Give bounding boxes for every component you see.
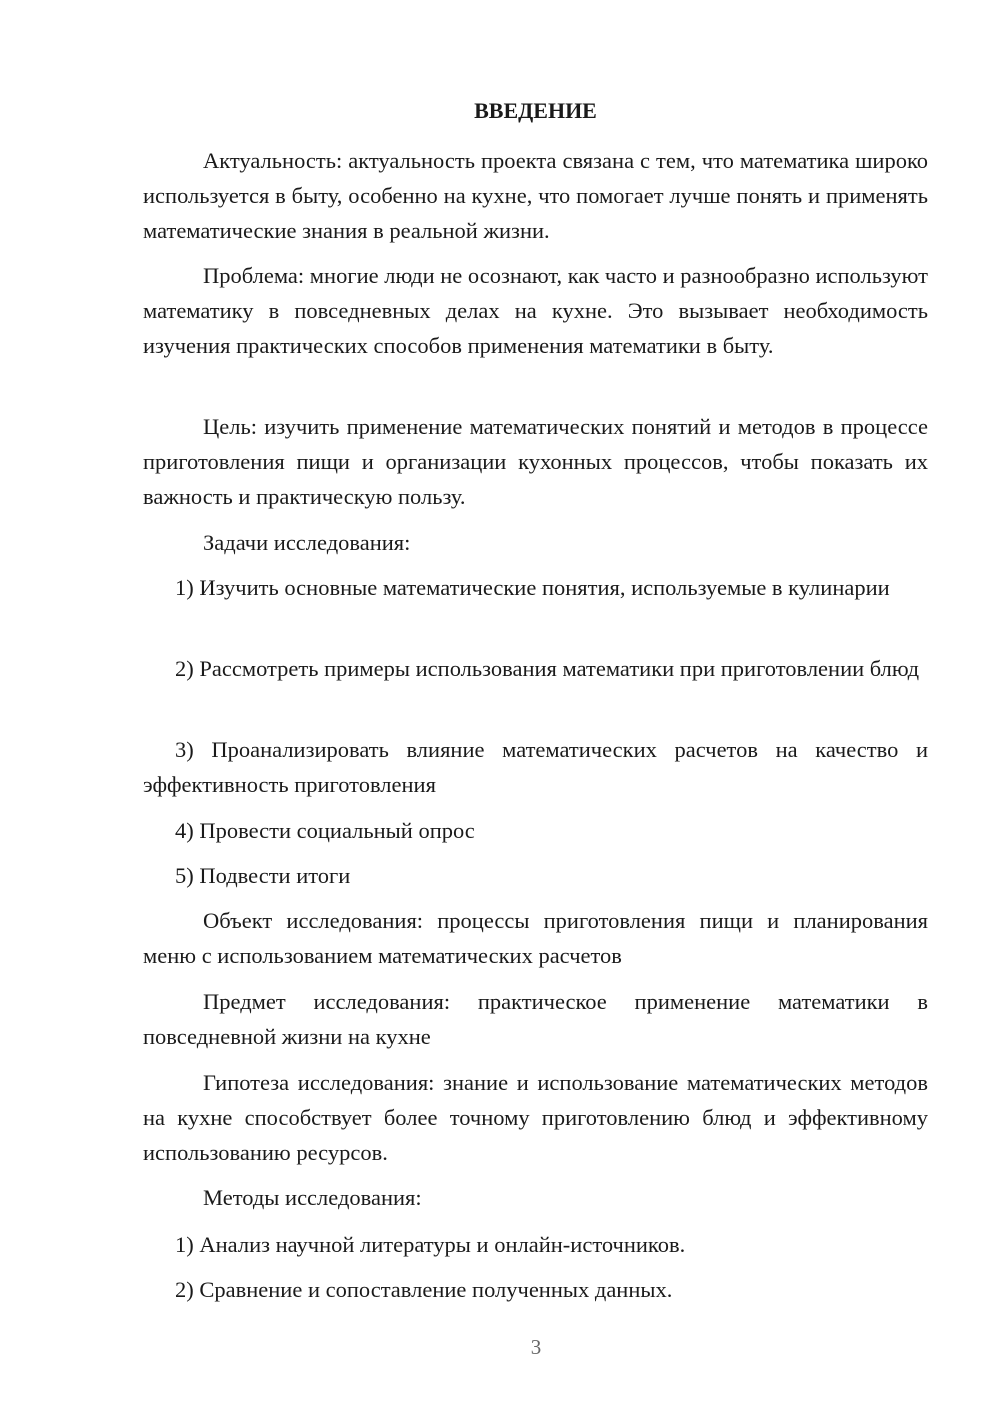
list-item-task-4: 4) Провести социальный опрос xyxy=(175,818,475,843)
list-item-method-1: 1) Анализ научной литературы и онлайн-источников. xyxy=(175,1232,686,1257)
section-heading: ВВЕДЕНИЕ xyxy=(474,98,597,123)
page-number: 3 xyxy=(530,1335,542,1359)
list-item-task-2: 2) Рассмотреть примеры использования математики при приготовлении блюд xyxy=(175,656,920,681)
paragraph-subject: Предмет исследования: практическое применение математики в повседневной жизни на кухне xyxy=(143,989,928,1049)
paragraph-goal: Цель: изучить применение математических понятий и методов в процессе приготовления пищи и организации кухонных процессов, чтобы показать их важность и практическую пользу. xyxy=(143,414,928,509)
paragraph-methods-heading: Методы исследования: xyxy=(203,1185,422,1210)
paragraph-problem: Проблема: многие люди не осознают, как часто и разнообразно используют математику в повседневных делах на кухне. Это вызывает необходимость изучения практических способов применения математики в быту. xyxy=(143,263,928,358)
paragraph-relevance: Актуальность: актуальность проекта связана с тем, что математика широко используется в быту, особенно на кухне, что помогает лучше понять и применять математические знания в реальной жизни. xyxy=(143,148,928,243)
paragraph-tasks-heading: Задачи исследования: xyxy=(203,530,411,555)
paragraph-hypothesis: Гипотеза исследования: знание и использование математических методов на кухне способствует более точному приготовлению блюд и эффективному использованию ресурсов. xyxy=(143,1070,928,1165)
list-item-task-1: 1) Изучить основные математические понятия, используемые в кулинарии xyxy=(175,575,890,600)
list-item-task-5: 5) Подвести итоги xyxy=(175,863,351,888)
paragraph-object: Объект исследования: процессы приготовления пищи и планирования меню с использованием математических расчетов xyxy=(143,908,928,968)
list-item-task-3: 3) Проанализировать влияние математических расчетов на качество и эффективность приготовления xyxy=(143,737,928,797)
list-item-method-2: 2) Сравнение и сопоставление полученных данных. xyxy=(175,1277,673,1302)
